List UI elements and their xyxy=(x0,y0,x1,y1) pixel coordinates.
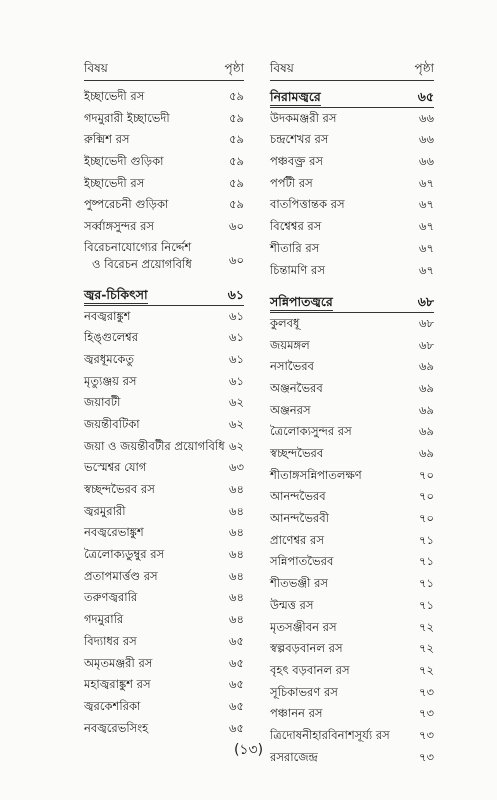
index-entry xyxy=(270,173,434,195)
entry-page-number: ৭৩ xyxy=(419,727,434,742)
index-entry xyxy=(270,108,434,130)
index-entry xyxy=(84,457,244,479)
index-entry xyxy=(270,129,434,151)
index-entry xyxy=(270,238,434,260)
entry-title: ত্রৈলোক্যসুন্দর রস xyxy=(270,424,352,439)
entry-page-number: ৬৪ xyxy=(229,503,244,518)
entry-page-number: ৬৭ xyxy=(419,262,434,277)
entry-page-number: ৭১ xyxy=(419,576,434,591)
section-spacer xyxy=(270,281,434,291)
entry-title: আনন্দভৈরব xyxy=(270,489,326,504)
index-entry xyxy=(270,660,434,682)
entry-page-number: ৬৬ xyxy=(419,110,434,125)
right-column xyxy=(270,56,434,768)
index-entry xyxy=(84,609,244,631)
entry-page-number: ৬৩ xyxy=(229,460,244,475)
index-entry xyxy=(270,595,434,617)
entry-page-number: ৭৩ xyxy=(419,706,434,721)
entry-page-number: ৬৭ xyxy=(419,197,434,212)
index-entry xyxy=(270,313,434,335)
entry-page-number: ৬৮ xyxy=(419,337,434,352)
entry-page-number: ৬৫ xyxy=(229,677,244,692)
entry-title: নবজ্বরাঙ্কুশ xyxy=(84,308,131,323)
entry-title: বাতপিত্তান্তক রস xyxy=(270,197,345,212)
index-entry xyxy=(84,327,244,349)
section-heading-row xyxy=(270,86,434,108)
entry-title: পর্পটী রস xyxy=(270,175,313,190)
index-entry xyxy=(84,544,244,566)
index-entry xyxy=(270,400,434,422)
entry-page-number: ৬৫ xyxy=(229,633,244,648)
entry-title: বিদ্যাধর রস xyxy=(84,633,137,648)
index-entry xyxy=(84,501,244,523)
entry-page-number: ৭৩ xyxy=(419,684,434,699)
index-entry xyxy=(84,151,244,173)
index-entry xyxy=(270,617,434,639)
entry-page-number: ৬১ xyxy=(229,373,244,388)
entry-title: নবজ্বরেভাঙ্কুশ xyxy=(84,525,144,540)
entry-page-number: ৬৯ xyxy=(419,446,434,460)
entry-page-number: ৫৯ xyxy=(229,175,244,190)
entry-page-number: ৭৩ xyxy=(419,749,434,764)
entry-page-number: ৬২ xyxy=(229,395,244,410)
entry-page-number: ৬৪ xyxy=(229,590,244,605)
entry-page-number: ৫৯ xyxy=(229,132,244,147)
entry-page-number: ৭২ xyxy=(419,641,434,656)
entry-title: ইচ্ছাভেদী গুড়িকা xyxy=(84,154,164,169)
left-entry-list xyxy=(84,86,244,739)
entry-page-number: ৬১ xyxy=(229,330,244,345)
right-column-header xyxy=(270,56,434,80)
entry-title: জ্বরমুরারী xyxy=(84,503,126,518)
entry-title: গদমুরারী ইচ্ছাভেদী xyxy=(84,110,170,125)
entry-page-number: ৭১ xyxy=(419,597,434,612)
entry-title: চন্দ্রশেখর রস xyxy=(270,132,329,147)
index-entry xyxy=(270,216,434,238)
entry-page-number: ৬০ xyxy=(229,219,244,234)
entry-title: জয়ন্তীবটিকা xyxy=(84,416,140,431)
entry-title-line: ও বিরেচন প্রয়োগবিধি xyxy=(92,256,192,271)
index-entry xyxy=(84,436,244,458)
entry-title: স্বল্পবড়বানল রস xyxy=(270,641,343,656)
index-entry xyxy=(270,378,434,400)
entry-title: শীতভঞ্জী রস xyxy=(270,576,328,591)
page-number: (১৩) xyxy=(233,742,264,758)
entry-title: জ্বর-চিকিৎসা xyxy=(84,286,148,302)
index-entry xyxy=(84,587,244,609)
index-entry xyxy=(84,238,244,274)
entry-page-number: ৬৯ xyxy=(419,359,434,374)
entry-page-number: ৬২ xyxy=(229,438,244,453)
entry-title: ত্রিদোষনীহারবিনাশসূর্য্য রস xyxy=(270,727,390,742)
entry-page-number: ৬৪ xyxy=(229,568,244,583)
entry-page-number: ৫৯ xyxy=(229,89,244,103)
entry-page-number: ৬৪ xyxy=(229,612,244,627)
entry-title: তরুণজ্বরারি xyxy=(84,590,138,605)
index-entry xyxy=(84,349,244,371)
entry-page-number: ৬৭ xyxy=(419,240,434,255)
index-entry xyxy=(270,530,434,552)
section-heading-row xyxy=(84,284,244,306)
index-entry xyxy=(270,486,434,508)
entry-title: নসাভৈরব xyxy=(270,359,314,374)
entry-page-number: ৬৭ xyxy=(419,175,434,190)
index-entry xyxy=(270,335,434,357)
entry-page-number: ৫৯ xyxy=(229,197,244,212)
entry-title: প্রতাপমার্ত্তণ্ড রস xyxy=(84,568,158,583)
entry-title: স্বচ্ছন্দভৈরব রস xyxy=(84,482,155,496)
entry-title: প্রাণেশ্বর রস xyxy=(270,532,324,547)
entry-title: উদকমঞ্জরী রস xyxy=(270,110,337,125)
entry-title: জয়াবটী xyxy=(84,395,121,410)
index-entry xyxy=(84,566,244,588)
entry-title: অঞ্জনরস xyxy=(270,402,311,417)
index-entry xyxy=(270,356,434,378)
entry-page-number: ৬২ xyxy=(229,416,244,431)
index-entry xyxy=(270,465,434,487)
page-heading: পৃষ্ঠা xyxy=(224,61,244,75)
subject-heading: বিষয় xyxy=(84,61,108,75)
page-heading: পৃষ্ঠা xyxy=(414,61,434,75)
entry-page-number: ৬৬ xyxy=(419,154,434,169)
entry-title: ত্রৈলোক্যডুম্বুর রস xyxy=(84,547,165,562)
entry-title: আনন্দভৈরবী xyxy=(270,511,329,526)
entry-title: নবজ্বরেভসিংহ xyxy=(84,720,149,735)
entry-title: রসরাজেন্দ্র xyxy=(270,749,318,764)
index-entry xyxy=(270,573,434,595)
entry-page-number: ৬৫ xyxy=(229,720,244,735)
entry-page-number: ৫৯ xyxy=(229,110,244,125)
index-entry xyxy=(270,260,434,282)
entry-page-number: ৬১ xyxy=(229,308,244,323)
entry-page-number: ৫৯ xyxy=(229,154,244,169)
entry-title: বিশ্বেশ্বর রস xyxy=(270,219,322,234)
entry-title: হিঙ্গুলেশ্বর xyxy=(84,330,139,345)
header-rule xyxy=(84,80,244,81)
entry-title: নিরামজ্বরে xyxy=(270,89,321,104)
entry-title: ভস্মেশ্বর যোগ xyxy=(84,460,147,475)
entry-page-number: ৬৯ xyxy=(419,380,434,395)
index-entry xyxy=(84,306,244,328)
entry-page-number: ৭২ xyxy=(419,619,434,634)
entry-page-number: ৬৪ xyxy=(229,525,244,540)
subject-heading: বিষয় xyxy=(270,61,294,75)
entry-page-number: ৬৬ xyxy=(419,132,434,147)
left-column-header xyxy=(84,56,244,80)
entry-title: জ্বরকেশরিকা xyxy=(84,698,141,713)
entry-title: সন্নিপাতভৈরব xyxy=(270,554,334,569)
right-entry-list xyxy=(270,86,434,768)
index-entry xyxy=(84,522,244,544)
entry-title: জয়মঙ্গল xyxy=(270,337,310,352)
index-entry xyxy=(270,703,434,725)
entry-title: শীতাঙ্গসন্নিপাতলক্ষণ xyxy=(270,467,362,482)
entry-page-number: ৬৪ xyxy=(229,482,244,496)
entry-page-number: ৭০ xyxy=(419,511,434,526)
entry-page-number: ৬৭ xyxy=(419,219,434,234)
entry-page-number: ৬৫ xyxy=(417,89,434,104)
entry-title: মহাজ্বরাঙ্কুশ রস xyxy=(84,677,151,692)
entry-title: সন্নিপাতজ্বরে xyxy=(270,294,333,310)
entry-title: শীতারি রস xyxy=(270,240,320,255)
entry-title: মৃত্যুঞ্জয় রস xyxy=(84,373,137,388)
entry-title: স্বচ্ছন্দভৈরব xyxy=(270,446,324,460)
index-entry xyxy=(84,479,244,501)
entry-title: গদমুরারি xyxy=(84,612,124,627)
index-entry xyxy=(84,631,244,653)
index-entry xyxy=(270,151,434,173)
entry-page-number: ৬৮ xyxy=(419,315,434,330)
header-rule xyxy=(270,80,434,81)
index-entry xyxy=(270,551,434,573)
entry-page-number: ৬৯ xyxy=(419,402,434,417)
entry-page-number: ৭০ xyxy=(419,489,434,504)
left-column xyxy=(84,56,244,739)
entry-page-number: ৬০ xyxy=(229,252,244,267)
index-entry xyxy=(84,414,244,436)
index-entry xyxy=(84,392,244,414)
entry-page-number: ৬৯ xyxy=(419,424,434,439)
entry-title: অঞ্জনভৈরব xyxy=(270,380,323,395)
index-entry xyxy=(84,108,244,130)
entry-title: কুলবধূ xyxy=(270,315,300,330)
entry-page-number: ৬৪ xyxy=(229,547,244,562)
entry-title: পুষ্পরেচনী গুড়িকা xyxy=(84,197,169,212)
index-entry xyxy=(84,216,244,238)
index-entry xyxy=(84,86,244,108)
index-entry xyxy=(270,194,434,216)
entry-title: পঞ্চানন রস xyxy=(270,706,323,721)
entry-title: পঞ্চবক্ত্র রস xyxy=(270,154,324,169)
entry-page-number: ৬৫ xyxy=(229,698,244,713)
index-entry xyxy=(270,638,434,660)
index-entry xyxy=(84,129,244,151)
index-entry xyxy=(270,682,434,704)
entry-title: সর্ব্বাঙ্গসুন্দর রস xyxy=(84,219,154,234)
entry-title xyxy=(84,239,192,273)
index-entry xyxy=(270,508,434,530)
index-entry xyxy=(84,674,244,696)
entry-page-number: ৬১ xyxy=(227,286,244,302)
entry-title: সূচিকাভরণ রস xyxy=(270,684,338,699)
entry-title: ইচ্ছাভেদী রস xyxy=(84,89,145,103)
index-entry xyxy=(270,421,434,443)
entry-title-line: বিরেচনাযোগ্যের নির্দ্দেশ xyxy=(84,239,192,254)
entry-title: মৃতসঞ্জীবন রস xyxy=(270,619,337,634)
entry-title: ইচ্ছাভেদী রস xyxy=(84,175,145,190)
index-entry xyxy=(84,371,244,393)
entry-title: চিন্তামণি রস xyxy=(270,262,325,277)
entry-page-number: ৭১ xyxy=(419,554,434,569)
index-entry xyxy=(84,173,244,195)
entry-page-number: ৭২ xyxy=(419,662,434,677)
section-spacer xyxy=(84,274,244,284)
entry-page-number: ৬১ xyxy=(229,351,244,366)
index-entry xyxy=(84,696,244,718)
entry-page-number: ৬৫ xyxy=(229,655,244,670)
entry-title: জ্বরধূমকেতু xyxy=(84,351,134,366)
entry-page-number: ৭১ xyxy=(419,532,434,547)
entry-title: রুক্মিশ রস xyxy=(84,132,130,147)
entry-page-number: ৭০ xyxy=(419,467,434,482)
index-entry xyxy=(84,653,244,675)
index-entry xyxy=(270,443,434,465)
section-heading-row xyxy=(270,291,434,313)
entry-title: জয়া ও জয়ন্তীবটীর প্রয়োগবিধি xyxy=(84,438,225,453)
entry-title: অমৃতমঞ্জরী রস xyxy=(84,655,153,670)
entry-title: বৃহৎ বড়বানল রস xyxy=(270,662,350,677)
index-entry xyxy=(84,718,244,740)
index-entry xyxy=(84,194,244,216)
entry-title: উন্মত্ত রস xyxy=(270,597,314,612)
entry-page-number: ৬৮ xyxy=(417,294,434,310)
